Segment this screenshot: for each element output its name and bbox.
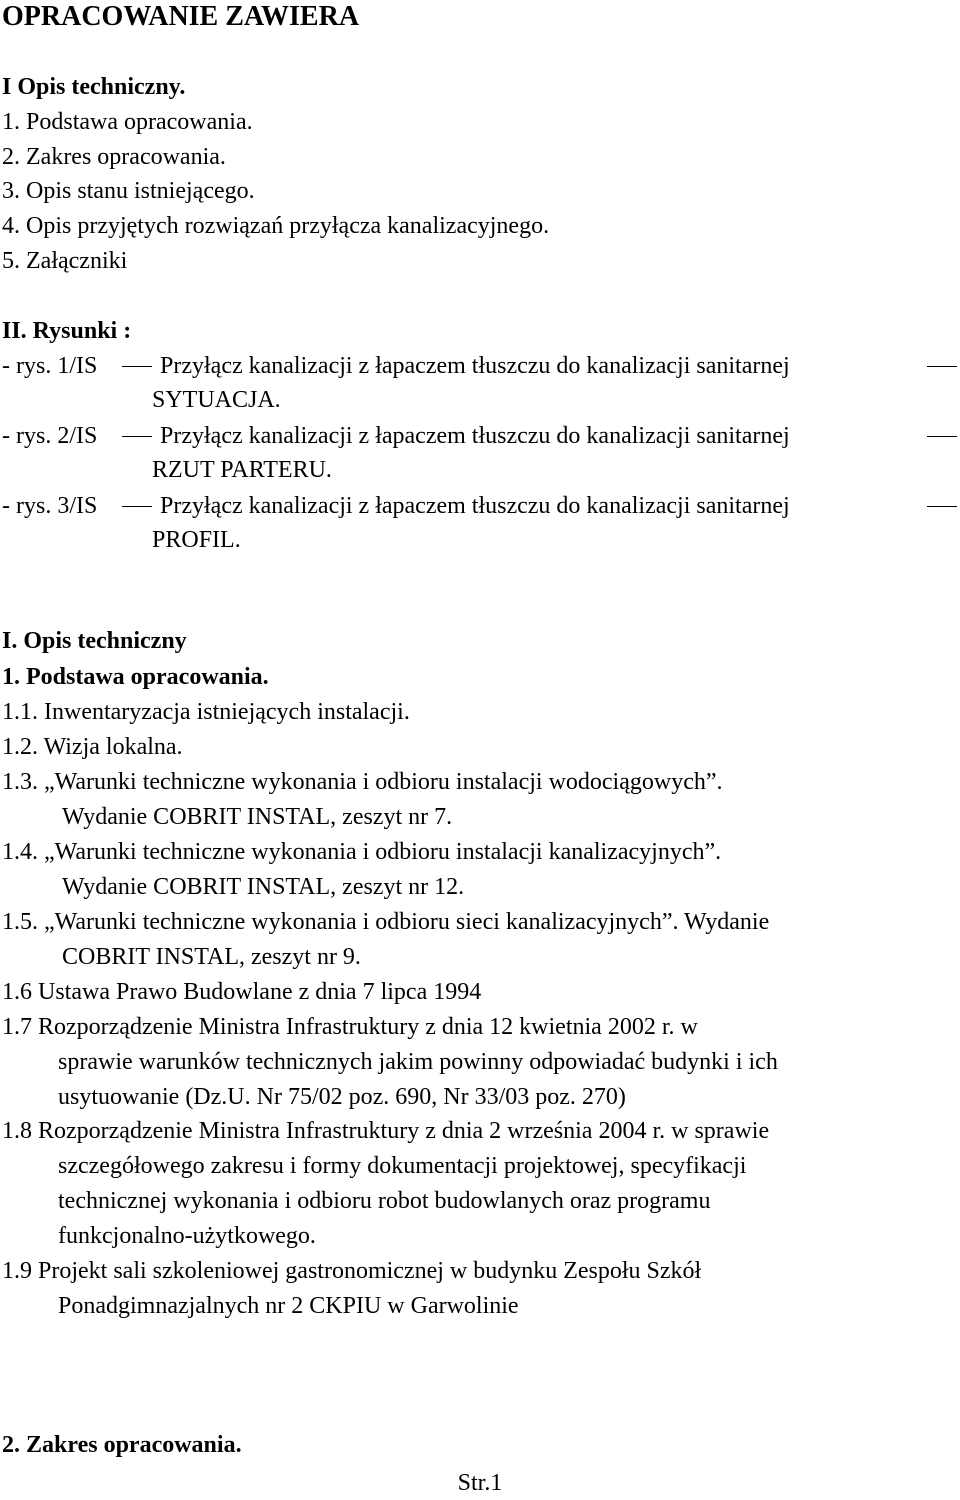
drawing-subtitle: SYTUACJA. (152, 387, 281, 413)
drawing-label: - rys. 2/IS (2, 423, 98, 449)
reference-item-continuation: Wydanie COBRIT INSTAL, zeszyt nr 7. (62, 804, 453, 830)
reference-item: 1.8 Rozporządzenie Ministra Infrastruktury z dnia 2 września 2004 r. w sprawie (2, 1118, 770, 1144)
dash-divider (122, 436, 152, 437)
reference-item-continuation: szczegółowego zakresu i formy dokumentacji projektowej, specyfikacji (58, 1153, 747, 1179)
page-number: Str.1 (457, 1470, 503, 1496)
dash-divider (122, 366, 152, 367)
section-title: 2. Zakres opracowania. (2, 1432, 242, 1458)
reference-item: 1.7 Rozporządzenie Ministra Infrastruktury z dnia 12 kwietnia 2002 r. w (2, 1014, 698, 1040)
toc-part2-title: II. Rysunki : (2, 318, 132, 344)
section-title: I. Opis techniczny (2, 628, 187, 654)
reference-item: 1.4. „Warunki techniczne wykonania i odbioru instalacji kanalizacyjnych”. (2, 839, 722, 865)
reference-item-continuation: Ponadgimnazjalnych nr 2 CKPIU w Garwolinie (58, 1293, 519, 1319)
reference-item: 1.5. „Warunki techniczne wykonania i odbioru sieci kanalizacyjnych”. Wydanie (2, 909, 770, 935)
dash-divider (927, 366, 957, 367)
drawing-description: Przyłącz kanalizacji z łapaczem tłuszczu do kanalizacji sanitarnej (160, 353, 790, 379)
drawing-description: Przyłącz kanalizacji z łapaczem tłuszczu do kanalizacji sanitarnej (160, 423, 790, 449)
drawing-subtitle: RZUT PARTERU. (152, 457, 332, 483)
reference-item: 1.6 Ustawa Prawo Budowlane z dnia 7 lipca 1994 (2, 979, 482, 1005)
dash-divider (927, 506, 957, 507)
reference-item: 1.2. Wizja lokalna. (2, 734, 183, 760)
toc-item: 3. Opis stanu istniejącego. (2, 178, 255, 204)
drawing-label: - rys. 1/IS (2, 353, 98, 379)
dash-divider (927, 436, 957, 437)
section-subtitle: 1. Podstawa opracowania. (2, 664, 269, 690)
drawing-label: - rys. 3/IS (2, 493, 98, 519)
reference-item-continuation: technicznej wykonania i odbioru robot budowlanych oraz programu (58, 1188, 711, 1214)
document-heading: OPRACOWANIE ZAWIERA (2, 1, 360, 32)
toc-part1-title: I Opis techniczny. (2, 74, 186, 100)
reference-item-continuation: COBRIT INSTAL, zeszyt nr 9. (62, 944, 361, 970)
reference-item-continuation: sprawie warunków technicznych jakim powinny odpowiadać budynki i ich (58, 1049, 778, 1075)
drawing-subtitle: PROFIL. (152, 527, 241, 553)
toc-item: 1. Podstawa opracowania. (2, 109, 253, 135)
toc-item: 4. Opis przyjętych rozwiązań przyłącza kanalizacyjnego. (2, 213, 550, 239)
toc-item: 2. Zakres opracowania. (2, 144, 226, 170)
reference-item-continuation: funkcjonalno-użytkowego. (58, 1223, 316, 1249)
drawing-description: Przyłącz kanalizacji z łapaczem tłuszczu do kanalizacji sanitarnej (160, 493, 790, 519)
reference-item-continuation: usytuowanie (Dz.U. Nr 75/02 poz. 690, Nr 33/03 poz. 270) (58, 1084, 626, 1110)
reference-item: 1.9 Projekt sali szkoleniowej gastronomicznej w budynku Zespołu Szkół (2, 1258, 702, 1284)
dash-divider (122, 506, 152, 507)
reference-item: 1.1. Inwentaryzacja istniejących instalacji. (2, 699, 410, 725)
reference-item: 1.3. „Warunki techniczne wykonania i odbioru instalacji wodociągowych”. (2, 769, 723, 795)
reference-item-continuation: Wydanie COBRIT INSTAL, zeszyt nr 12. (62, 874, 465, 900)
toc-item: 5. Załączniki (2, 248, 128, 274)
